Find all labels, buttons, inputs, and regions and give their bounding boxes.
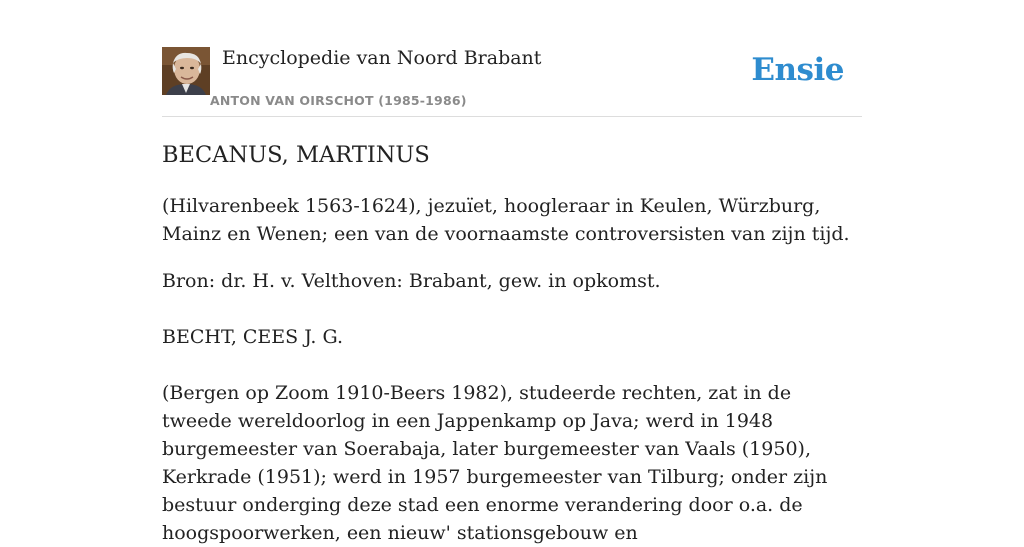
entry-source: Bron: dr. H. v. Velthoven: Brabant, gew. in opkomst. — [162, 270, 661, 292]
entry-paragraph: (Hilvarenbeek 1563-1624), jezuïet, hoogleraar in Keulen, Würzburg, Mainz en Wenen; een van de voornaamste controversisten van zijn tijd. — [162, 195, 850, 245]
book-title[interactable]: Encyclopedie van Noord Brabant — [222, 47, 542, 69]
entry-heading: BECHT, CEES J. G. — [162, 326, 343, 348]
author-name[interactable]: ANTON VAN OIRSCHOT (1985-1986) — [210, 93, 467, 108]
page — [162, 0, 862, 544]
entry-paragraph: (Bergen op Zoom 1910-Beers 1982), studeerde rechten, zat in de tweede wereldoorlog in een Jappenkamp op Java; werd in 1948 burgemeester van Soerabaja, later burgemeester van Vaals (1950), Kerkrade (1951); werd in 1957 burgemeester van Tilburg; onder zijn bestuur onderging deze stad een enorme verandering door o.a. de hoogspoorwerken, een nieuw' stationsgebouw en — [162, 382, 828, 544]
entry-title: BECANUS, MARTINUS — [162, 142, 430, 168]
ensie-logo[interactable]: Ensie — [751, 52, 844, 88]
author-avatar[interactable] — [162, 47, 210, 95]
header — [162, 0, 862, 117]
avatar-portrait-icon — [162, 47, 210, 95]
